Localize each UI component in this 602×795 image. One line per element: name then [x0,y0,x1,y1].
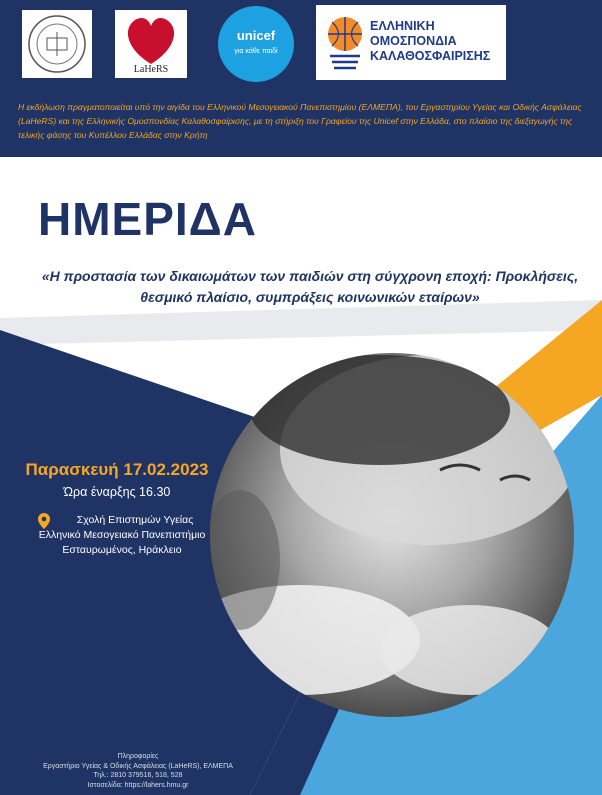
event-date: Παρασκευή 17.02.2023 [25,460,209,479]
hbf-name-line2: ΟΜΟΣΠΟΝΔΙΑ [370,34,457,48]
hbf-name-line1: ΕΛΛΗΝΙΚΗ [370,19,435,33]
unicef-brand: unicef [236,28,276,43]
event-time: Ώρα έναρξης 16.30 [63,485,171,499]
venue-line1: Σχολή Επιστημών Υγείας [76,514,194,526]
lahers-label: LaHeRS [133,64,169,75]
hbf-logo [316,5,506,80]
footer-line2: Εργαστήριο Υγείας & Οδικής Ασφάλειας (LaHeRS), ΕΛΜΕΠΑ [43,762,233,770]
venue-line3: Εσταυρωμένος, Ηράκλειο [62,544,182,556]
basketball-icon [322,12,368,72]
venue-line2: Ελληνικό Μεσογειακό Πανεπιστήμιο [38,529,206,541]
unicef-tagline: για κάθε παιδί [234,48,278,55]
unicef-logo [218,6,294,82]
intro-text: Η εκδήλωση πραγματοποιείται υπό την αιγίδα του Ελληνικού Μεσογειακού Πανεπιστημίου (ΕΛΜΕΠΑ), του Εργαστηρίου Υγείας και Οδικής Ασφάλειας (LaHeRS) και της Ελληνικής Ομοσπονδίας Καλαθοσφαίρισης, με τη στήριξη του Γραφείου της Unicef στην Ελλάδα, στο πλαίσιο της διεξαγωγής της τελικής φάσης του Κυπέλλου Ελλάδας στην Κρήτη [18,102,582,140]
footer-line1: Πληροφορίες [117,753,159,760]
university-seal-icon [27,14,87,74]
event-venue [22,513,222,558]
heart-icon [115,12,187,68]
hbf-name-line3: ΚΑΛΑΘΟΣΦΑΙΡΙΣΗΣ [370,49,491,63]
lahers-logo [115,10,187,78]
footer-line3: Τηλ.: 2810 379516, 518, 528 [93,772,183,779]
contact-footer [18,752,258,790]
event-subtitle: «Η προστασία των δικαιωμάτων των παιδιών στη σύγχρονη εποχή: Προκλήσεις, θεσμικό πλαίσιο, συμπράξεις κοινωνικών εταίρων» [41,268,579,305]
university-logo [22,10,92,78]
page-title: ΗΜΕΡΙΔΑ [38,193,257,245]
footer-website-link[interactable]: Ιστοσελίδα: https://lahers.hmu.gr [87,781,189,789]
hbf-name [370,19,490,64]
